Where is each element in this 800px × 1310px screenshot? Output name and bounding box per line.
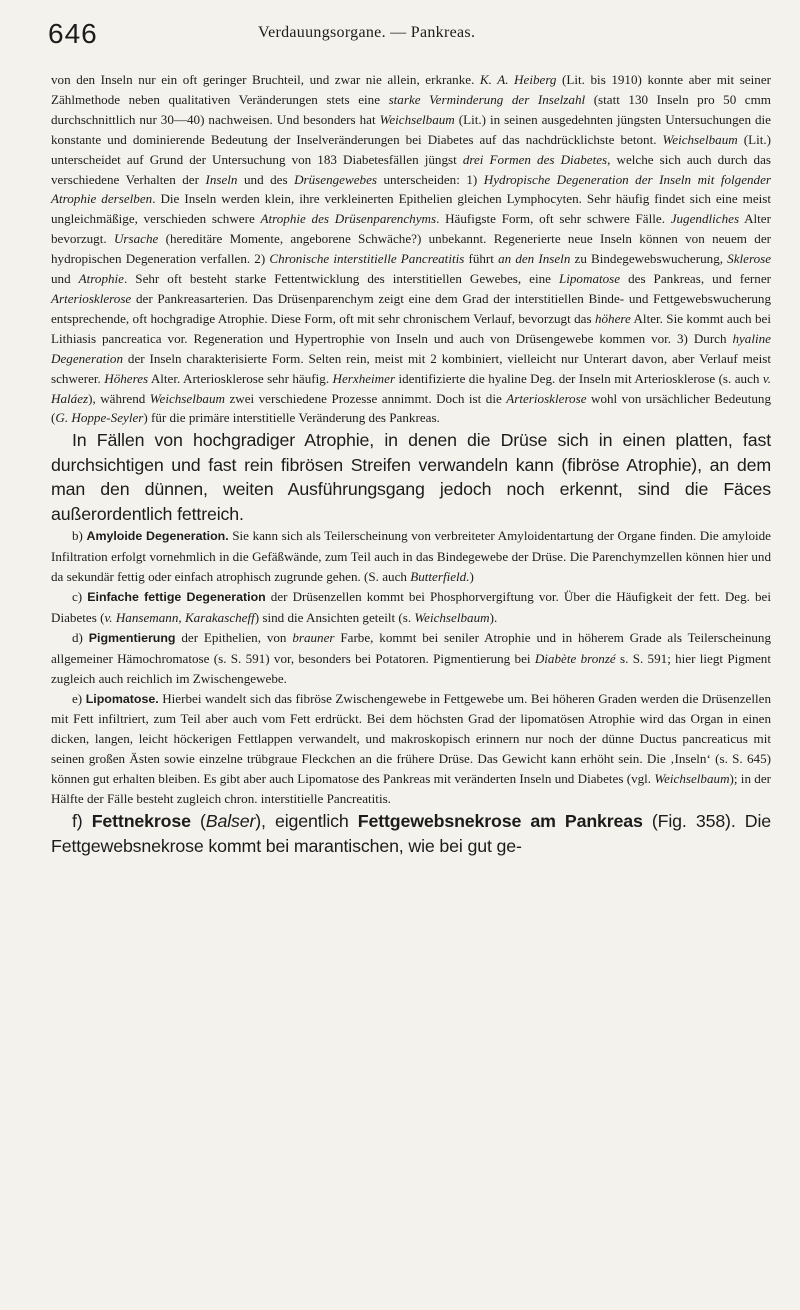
text-run: . Häufigste Form, oft sehr schwere Fälle. [436,211,671,227]
italic-text: Arteriosklerose [506,390,587,406]
text-run: der Drüsenzellen kommt bei Phosphorvergiftung vor. Über die Häufigkeit der fett. Deg. bei Diabetes ( [51,589,771,625]
running-title: Verdauungsorgane. — Pankreas. [258,24,476,41]
italic-text: Atrophie des Drüsenparenchyms [260,211,437,227]
italic-text: Balser [205,811,256,831]
text-run: von den Inseln nur ein oft geringer Bruchteil, und zwar nie allein, erkranke. [51,72,480,87]
text-run: c) [72,589,88,605]
italic-text: Sklerose [727,251,772,267]
text-run: ), eigentlich [255,811,358,831]
text-run: (Lit. bis 1910) konnte aber mit seiner Zählmethode neben qualitativen Veränderungen stets eine [51,72,772,107]
text-run: Alter bevorzugt. [51,211,771,247]
text-run: der Inseln charakterisierte Form. Selten rein, meist mit 2 kombiniert, vielleicht nur Unterart davon, aber Verlauf meist schwerer. [51,350,771,386]
text-run: ) für die primäre interstitielle Veränderung des Pankreas. [143,410,440,426]
section-heading: Einfache fettige Degeneration [87,590,266,605]
italic-text: Höheres [104,370,149,386]
italic-text: Atrophie [78,271,124,287]
italic-text: Weichselbaum [149,390,225,406]
paragraph-lipomatose [51,689,771,809]
text-run: e) [72,690,86,706]
text-run: (Lit.) in seinen ausgedehnten jüngsten Untersuchungen die konstante und dominierende Bedeutung der Inselveränderungen bei Diabetes auf das nachdrücklichste betont. [51,111,771,147]
italic-text: v. Haláez [51,370,771,406]
text-run: zu Bindegewebswucherung, [570,251,728,267]
italic-text: Weichselbaum [414,609,490,625]
text-run: , welche sich auch durch das verschiedene Verhalten der [51,151,771,187]
italic-text: Chronische interstitielle Pancreatitis [269,251,465,267]
paragraph-pigmentierung [51,628,771,689]
paragraph-amyloide-degeneration [51,526,771,587]
italic-text: Butterfield. [410,569,470,585]
italic-text: Arteriosklerose [51,290,132,306]
text-run: führt [464,251,499,267]
text-run: ) [469,569,474,585]
italic-text: starke Verminderung der Inselzahl [388,91,586,107]
italic-text: Weichselbaum [662,131,738,147]
body-text [51,70,771,858]
text-run: Alter. Arteriosklerose sehr häufig. [148,370,333,386]
paragraph-fettnekrose [51,809,771,858]
text-run: ) sind die Ansichten geteilt (s. [254,609,415,625]
text-run: zwei verschiedene Prozesse annimmt. Doch ist die [224,390,507,406]
bold-text: Fettnekrose [91,811,191,831]
italic-text: Weichselbaum [654,771,730,787]
italic-text: Weichselbaum [379,111,455,127]
page-header [48,18,768,58]
text-run: . Die Inseln werden klein, ihre verkleinerten Epithelien gleichen Lymphocyten. Sehr häufig findet sich eine meist ungleichmäßige, verschieden schwere [51,191,771,227]
section-heading: Pigmentierung [88,630,176,645]
italic-text: hyaline Degeneration [51,330,771,366]
italic-text: drei Formen des Diabetes [462,151,608,167]
italic-text: K. A. Heiberg [479,72,557,87]
italic-text: höhere [594,310,631,326]
text-run: der Pankreasarterien. Das Drüsenparenchym zeigt eine dem Grad der interstitiellen Binde- und Fettgewebswucherung entsprechende, oft hochgradige Atrophie. Diese Form, oft mit sehr chronischem Verlauf, bevorzugt das [51,290,771,326]
text-run: Alter. Sie kommt auch bei Lithiasis pancreatica vor. Regeneration und Hypertrophie von Inseln und auch von Drüsengewebe kommen vor. 3) Durch [51,310,771,346]
page-number: 646 [48,18,98,49]
bold-text: Fettgewebsnekrose am Pankreas [357,811,643,831]
text-run: ), während [88,390,150,406]
text-run: Sie kann sich als Teilerscheinung von verbreiteter Amyloidentartung der Organe finden. Die amyloide Infiltration erfolgt vornehmlich in die Gefäßwände, zum Teil auch in das Bindegewebe der Drüse. Die Parenchymzellen können hier und da sekundär fettig oder einfach atrophisch zugrunde gehen. (S. auch [51,528,771,585]
text-run: d) [72,629,89,645]
italic-text: Ursache [113,231,159,247]
text-run: ); in der Hälfte der Fälle besteht zugleich chron. interstitielle Pancreatitis. [51,771,771,807]
text-run: und des [237,171,295,187]
text-run: f) [72,811,92,831]
italic-text: an den Inseln [498,251,571,267]
italic-text: brauner [292,629,335,645]
text-run: des Pankreas, und ferner [620,271,771,287]
italic-text: Hydropische Degeneration der Inseln mit folgender Atrophie derselben [51,171,772,207]
text-run: der Epithelien, von [175,629,293,645]
italic-text: Herxheimer [332,370,396,386]
text-run: (Lit.) unterscheidet auf Grund der Untersuchung von 183 Diabetesfällen jüngst [51,131,771,167]
italic-text: v. Hansemann, Karakascheff [104,609,255,625]
text-run: . Sehr oft besteht starke Fettentwicklung des interstitiellen Gewebes, eine [124,271,559,287]
italic-text: Drüsengewebes [294,171,377,187]
text-run: wohl von ursächlicher Bedeutung ( [51,390,771,426]
paragraph-fettige-degeneration [51,587,771,628]
section-heading: Amyloide Degeneration. [86,529,229,544]
italic-text: Inseln [205,171,238,187]
text-run: ). [489,609,498,625]
paragraph-inseln-diabetes [51,70,771,428]
text-run: identifizierte die hyaline Deg. der Inseln mit Arteriosklerose (s. auch [395,370,763,386]
text-run: und [51,271,79,287]
italic-text: G. Hoppe-Seyler [55,410,144,426]
text-run: (statt 130 Inseln pro 50 cmm durchschnittlich nur 30—40) nachweisen. Und besonders hat [51,91,771,127]
text-run: s. S. 591; hier liegt Pigment zugleich auch reichlich im Zwischengewebe. [51,650,771,686]
text-run: ( [190,811,206,831]
text-run: (Fig. 358). Die Fettgewebsnekrose kommt bei marantischen, wie bei gut ge- [51,811,771,856]
italic-text: Lipomatose [558,271,621,287]
paragraph-fibroese-atrophie [51,428,771,526]
text-run: unterscheiden: 1) [377,171,484,187]
text-run: b) [72,528,87,544]
text-run: (hereditäre Momente, angeborene Schwäche?) unbekannt. Regenerierte neue Inseln können von neuem der hydropischen Degeneration verfallen. 2) [51,231,772,267]
italic-text: Diabète bronzé [534,650,616,666]
text-run: Hierbei wandelt sich das fibröse Zwischengewebe in Fettgewebe um. Bei höheren Graden werden die Drüsenzellen mit Fett infiltriert, zum Teil aber auch vom Fett erdrückt. Bei dem höchsten Grad der lipomatösen Atrophie wird das Organ in einen dicken, langen, leicht höckerigen Fettlappen verwandelt, und makroskopisch erinnern nur noch der dünne Ductus pancreaticus mit seinen großen Ästen sowie einzelne trübgraue Fleckchen an die frühere Drüse. Das Gewicht kann erhöht sein. Die ‚Inseln‘ (s. S. 645) können gut erhalten bleiben. Es gibt aber auch Lipomatose des Pankreas mit veränderten Inseln und Diabetes (vgl. [51,690,771,787]
section-heading: Lipomatose. [85,691,159,706]
text-run: Farbe, kommt bei seniler Atrophie und in höherem Grade als Teilerscheinung allgemeiner Hämochromatose (s. S. 591) vor, besonders bei Potatoren. Pigmentierung bei [51,629,772,666]
italic-text: Jugendliches [670,211,740,227]
text-run: In Fällen von hochgradiger Atrophie, in denen die Drüse sich in einen platten, fast durchsichtigen und fast rein fibrösen Streifen verwandeln kann (fibröse Atrophie), an dem man den dünnen, weiten Ausführungsgang jedoch noch erkennt, sind die Fäces außerordentlich fettreich. [51,430,771,524]
